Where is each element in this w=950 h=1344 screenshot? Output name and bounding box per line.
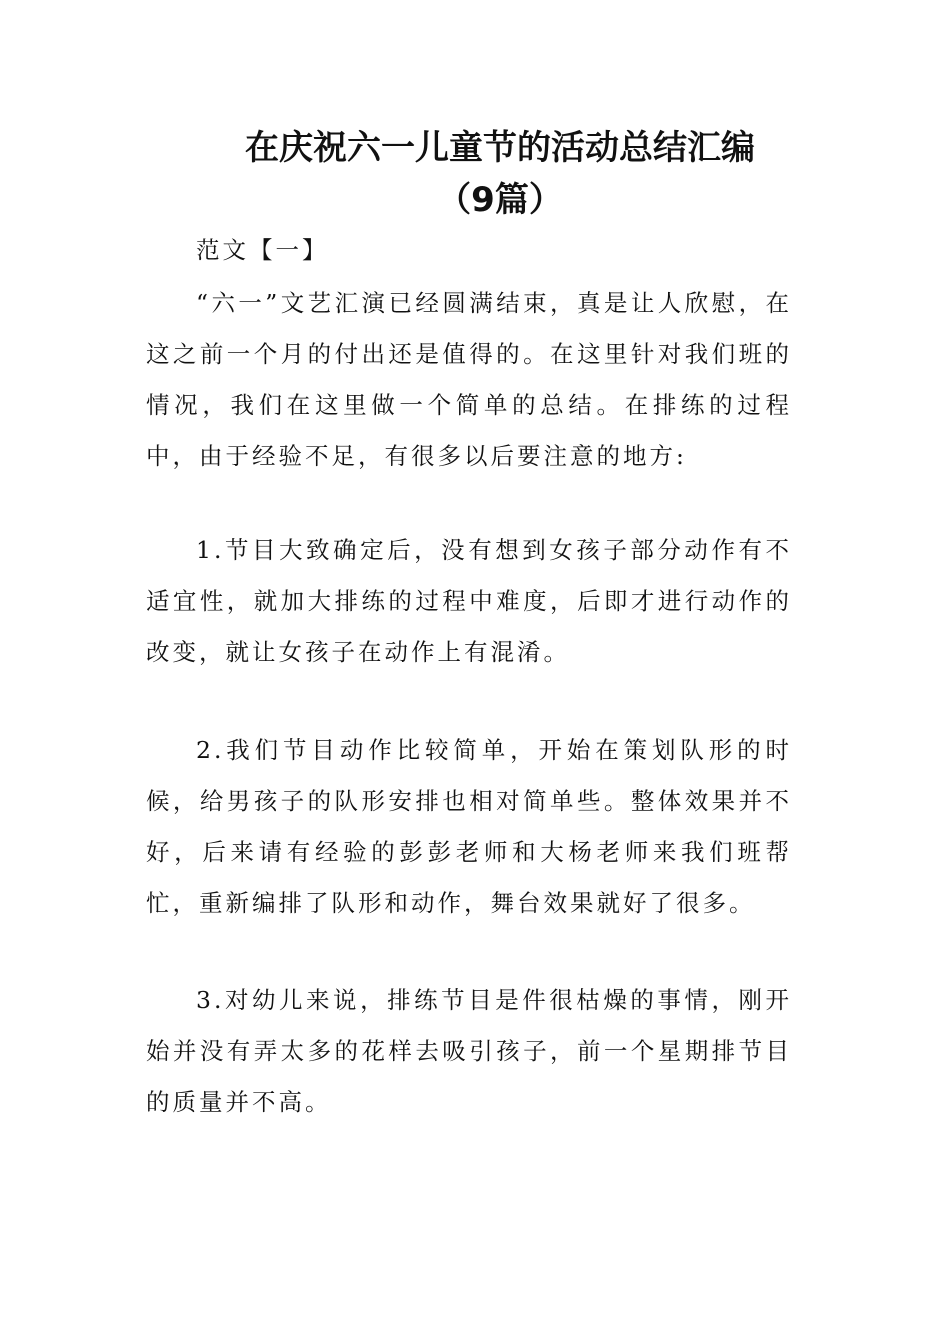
paragraph-intro: “六一”文艺汇演已经圆满结束，真是让人欣慰，在这之前一个月的付出还是值得的。在这里针对我们班的情况，我们在这里做一个简单的总结。在排练的过程中，由于经验不足，有很多以后要注意的地方: — [146, 289, 792, 470]
section-label: 范文【一】 — [196, 236, 329, 264]
paragraph-item-2: 2.我们节目动作比较简单，开始在策划队形的时候，给男孩子的队形安排也相对简单些。整体效果并不好，后来请有经验的彭彭老师和大杨老师来我们班帮忙，重新编排了队形和动作，舞台效果就好了很多。 — [146, 736, 792, 917]
document-subtitle: （9篇） — [437, 180, 563, 220]
paragraph-item-1: 1.节目大致确定后，没有想到女孩子部分动作有不适宜性，就加大排练的过程中难度，后即才进行动作的改变，就让女孩子在动作上有混淆。 — [146, 536, 792, 666]
paragraph-item-3: 3.对幼儿来说，排练节目是件很枯燥的事情，刚开始并没有弄太多的花样去吸引孩子，前一个星期排节目的质量并不高。 — [146, 986, 792, 1116]
document-title: 在庆祝六一儿童节的活动总结汇编 — [245, 128, 755, 168]
